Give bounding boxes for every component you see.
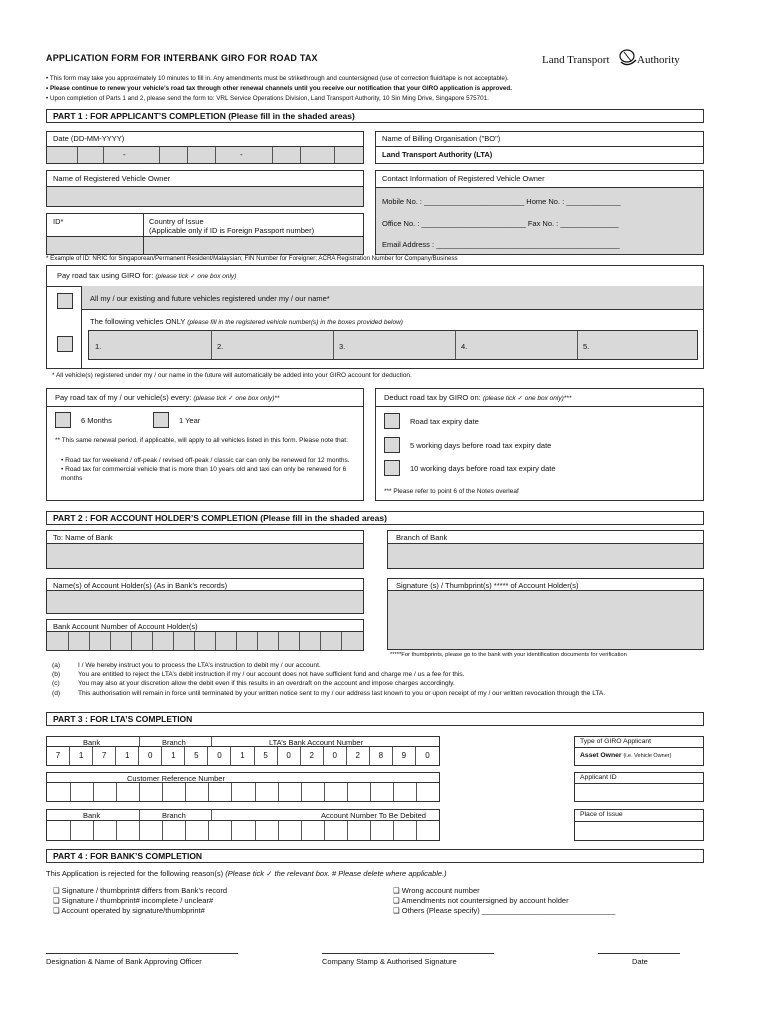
instruction-item: • This form may take you approximately 10 minutes to fill in. Any amendments must be strikethrough and countersigned (use of correction fluid/tape is not acceptable). [46,75,509,82]
lta-account-digit: 5 [185,747,208,765]
customer-ref-cells[interactable] [47,783,439,801]
instruction-item: • Please continue to renew your vehicle’s road tax through other renewal channels until you receive our notification that your GIRO application is approved. [46,85,512,92]
lta-account-digit: 1 [116,747,139,765]
lta-account-digit: 1 [162,747,185,765]
branch2-label: Branch [162,811,186,820]
grid-cell-divider [208,821,209,840]
renewal-bullets [61,456,351,483]
bank-header: Bank [83,738,101,747]
part1-heading: PART 1 : FOR APPLICANT’S COMPLETION (Please fill in the shaded areas) [46,109,704,123]
account-number-input[interactable] [47,631,363,650]
bank-name-input[interactable] [47,543,363,568]
mobile-field[interactable]: Mobile No. : ________________________ Home No. : _____________ [382,197,621,206]
lta-account-digit: 2 [301,747,324,765]
lta-account-digit: 2 [347,747,370,765]
lta-account-digit: 9 [393,747,416,765]
logo-text-left: Land Transport [542,54,610,66]
grid-cell-divider [370,821,371,840]
lta-account-header [47,737,439,747]
signature-input[interactable] [388,590,703,649]
billing-value: Land Transport Authority (LTA) [376,146,703,163]
giro-for-box [46,265,704,369]
bank2-label: Bank [83,811,101,820]
one-year-label: 1 Year [179,416,201,425]
selected-vehicles-row [81,310,703,368]
holders-input[interactable] [47,590,363,613]
stamp-signature-label: Company Stamp & Authorised Signature [322,957,457,966]
grid-cell-divider [278,821,279,840]
grid-cell-divider [324,821,325,840]
grid-cell-divider [162,821,163,840]
owner-name-input[interactable] [47,186,363,206]
grid-cell-divider [139,783,140,801]
grid-cell-divider [324,783,325,801]
customer-ref-grid [46,772,440,802]
instructions-list [46,74,726,104]
pay-giro-label: Pay road tax using GIRO for: (please tick ✓ one box only) [57,271,237,280]
grid-cell-divider [370,783,371,801]
sig-line-stamp [322,953,494,954]
part2-heading: PART 2 : FOR ACCOUNT HOLDER’S COMPLETION (Please fill in the shaded areas) [46,511,704,525]
vehicle-slot-4[interactable]: 4. [461,342,468,351]
giro-type-label: Type of GIRO Applicant [580,738,652,745]
contact-label: Contact Information of Registered Vehicle Owner [382,174,545,183]
instruction-item: • Upon completion of Parts 1 and 2, please send the form to: VRL Service Operations Division, Land Transport Authority, 10 Sin Ming Drive, Singapore 575701. [46,95,489,102]
renewal-note: ** This same renewal period, if applicable, will apply to all vehicles listed in this form. Please note that: [55,437,348,444]
option-only-label: The following vehicles ONLY (please fill in the registered vehicle number(s) in the boxes provided below) [90,317,403,326]
grid-cell-divider [416,783,417,801]
owner-label: Name of Registered Vehicle Owner [53,174,171,183]
vehicle-slot-1[interactable]: 1. [95,342,102,351]
country-label: Country of Issue [149,217,204,226]
billing-box [375,131,704,164]
lta-account-header-label: LTA’s Bank Account Number [269,738,364,747]
giro-type-box [574,736,704,766]
vehicle-slot-5[interactable]: 5. [583,342,590,351]
grid-cell-divider [185,821,186,840]
grid-cell-divider [255,783,256,801]
grid-cell-divider [416,821,417,840]
lta-account-digit: 0 [425,751,430,760]
part3-heading: PART 3 : FOR LTA’S COMPLETION [46,712,704,726]
sig-line-officer [46,953,238,954]
grid-cell-divider [93,783,94,801]
bank-name-label: To: Name of Bank [53,533,113,542]
part4-heading: PART 4 : FOR BANK’S COMPLETION [46,849,704,863]
debit-account-label: Account Number To Be Debited [321,811,426,820]
grid-cell-divider [70,783,71,801]
grid-cell-divider [255,821,256,840]
lta-account-digit: 1 [231,747,254,765]
place-issue-label: Place of Issue [580,811,623,818]
date-label: Date (DD-MM-YYYY) [53,134,125,143]
date-separator: - [240,150,243,159]
rejection-intro: This Application is rejected for the following reason(s) (Please tick ✓ the relevant box. # Please delete where applicable.) [46,869,447,878]
deduct-label: Deduct road tax by GIRO on: (please tick ✓ one box only)*** [384,393,572,402]
lta-logo [542,48,692,72]
officer-signature-label: Designation & Name of Bank Approving Officer [46,957,202,966]
branch-label: Branch of Bank [396,533,448,542]
lta-account-digit: 8 [370,747,393,765]
holders-box [46,578,364,614]
reason-checkbox[interactable]: ❑ Others (Please specify) ________________________________ [393,906,616,915]
id-label: ID* [53,217,64,226]
authorisation-clauses [52,661,692,698]
id-input[interactable] [47,236,143,254]
grid-cell-divider [301,821,302,840]
grid-cell-divider [116,821,117,840]
billing-label: Name of Billing Organisation ("BO") [382,134,501,143]
renewal-bullet: • Road tax for weekend / off-peak / revised off-peak / classic car can only be renewed for 12 months. [61,457,350,464]
expiry-date-checkbox[interactable] [384,413,400,429]
account-number-label: Bank Account Number of Account Holder(s) [53,622,198,631]
grid-cell-divider [278,783,279,801]
six-months-checkbox[interactable] [55,412,71,428]
grid-cell-divider [393,783,394,801]
customer-ref-label: Customer Reference Number [127,774,225,783]
option-all-label: All my / our existing and future vehicles registered under my / our name* [90,294,330,303]
date-separator: - [123,150,126,159]
grid-cell-divider [393,821,394,840]
debit-account-cells[interactable] [47,821,439,840]
reason-checkbox[interactable]: ❑ Wrong account number [393,886,480,895]
vehicle-slot-3[interactable]: 3. [339,342,346,351]
applicant-id-label: Applicant ID [580,774,617,781]
place-issue-box [574,809,704,841]
grid-cell-divider [93,821,94,840]
reason-checkbox[interactable]: ❑ Signature / thumbprint# incomplete / unclear# [53,896,214,905]
lta-account-digit: 0 [139,747,162,765]
all-vehicles-row [81,286,703,310]
owner-box [46,170,364,207]
giro-type-value: Asset Owner (i.e. Vehicle Owner) [580,752,672,759]
lta-account-digits [47,747,439,765]
signature-box [387,578,704,650]
signature-label: Signature (s) / Thumbprint(s) ***** of Account Holder(s) [396,581,579,590]
office-field[interactable]: Office No. : _________________________ Fax No. : ______________ [382,219,619,228]
debit-account-grid [46,809,440,841]
clause: (b) You are entitled to reject the LTA’s debit instruction if my / our account does not have sufficient fund and charge me / us a fee for this. [52,671,465,679]
lta-emblem-icon [620,50,636,65]
branch-box [387,530,704,569]
account-number-box [46,619,364,651]
id-footnote: * Example of ID: NRIC for Singaporean/Permanent Resident/Malaysian; FIN Number for Foreigner; ACRA Registration Number for Company/Business [46,255,458,262]
grid-cell-divider [231,821,232,840]
grid-cell-divider [208,783,209,801]
reason-checkbox[interactable]: ❑ Signature / thumbprint# differs from Bank’s record [53,886,228,895]
lta-account-digit: 7 [93,747,116,765]
six-months-label: 6 Months [81,416,112,425]
deduct-option-10days: 10 working days before road tax expiry date [410,464,556,473]
date-box [46,131,364,164]
grid-cell-divider [116,783,117,801]
date-signature-label: Date [632,957,648,966]
date-input[interactable] [47,146,363,163]
holders-label: Name(s) of Account Holder(s) (As in Bank’s records) [53,581,228,590]
id-box [46,213,364,255]
one-year-checkbox[interactable] [153,412,169,428]
renewal-bullet: • Road tax for commercial vehicle that is more than 10 years old and taxi can only be renewed for 6 months [61,466,347,482]
email-field[interactable]: Email Address : ____________________________________________ [382,240,620,249]
grid-cell-divider [139,821,140,840]
form-title: APPLICATION FORM FOR INTERBANK GIRO FOR ROAD TAX [46,53,318,63]
reason-checkbox[interactable]: ❑ Amendments not countersigned by account holder [393,896,569,905]
lta-account-digit: 5 [255,747,278,765]
auto-add-note: * All vehicle(s) registered under my / our name in the future will automatically be added into your GIRO account for deduction. [52,372,412,379]
renewal-label: Pay road tax of my / our vehicle(s) every: (please tick ✓ one box only)** [55,393,280,402]
clause: (a) I / We hereby instruct you to process the LTA’s instruction to debit my / our account. [52,662,321,669]
grid-cell-divider [162,783,163,801]
lta-account-digit: 7 [47,747,70,765]
deduct-option-expiry: Road tax expiry date [410,417,479,426]
country-note: (Applicable only if ID is Foreign Passport number) [149,226,315,235]
lta-account-grid [46,736,440,766]
lta-account-digit: 0 [324,747,347,765]
branch-input[interactable] [388,543,703,568]
five-days-checkbox[interactable] [384,437,400,453]
vehicle-number-slots [88,330,698,360]
deduct-note: *** Please refer to point 6 of the Notes overleaf [384,488,519,495]
lta-account-digit: 1 [70,747,93,765]
lta-account-digit: 0 [278,747,301,765]
ten-days-checkbox[interactable] [384,460,400,476]
grid-cell-divider [301,783,302,801]
branch-header: Branch [162,738,186,747]
selected-vehicles-checkbox[interactable] [57,336,73,352]
renewal-period-box [46,388,364,501]
reasons-left [53,886,227,916]
sig-line-date [598,953,680,954]
grid-cell-divider [70,821,71,840]
vehicle-slot-2[interactable]: 2. [217,342,224,351]
bank-name-box [46,530,364,569]
grid-cell-divider [347,783,348,801]
all-vehicles-checkbox[interactable] [57,293,73,309]
clause: (d) This authorisation will remain in force until terminated by your written notice sent to my / our address last known to you or upon receipt of my / our written revocation through the LTA. [52,689,606,697]
grid-cell-divider [185,783,186,801]
contact-box [375,170,704,255]
country-input[interactable] [144,236,363,254]
grid-cell-divider [231,783,232,801]
deduct-box [375,388,704,501]
reasons-right [393,886,615,916]
clause: (c) You may also at your discretion allow the debit even if this results in an overdraft on the account and impose charges accordingly. [52,680,455,688]
reason-checkbox[interactable]: ❑ Account operated by signature/thumbprint# [53,906,205,915]
logo-text-right: Authority [637,54,680,66]
applicant-id-box [574,772,704,802]
grid-cell-divider [347,821,348,840]
lta-account-digit: 0 [208,747,231,765]
deduct-option-5days: 5 working days before road tax expiry date [410,441,552,450]
contact-fields [376,187,703,254]
thumbprint-note: *****For thumbprints, please go to the bank with your identification documents for verification [390,652,627,658]
